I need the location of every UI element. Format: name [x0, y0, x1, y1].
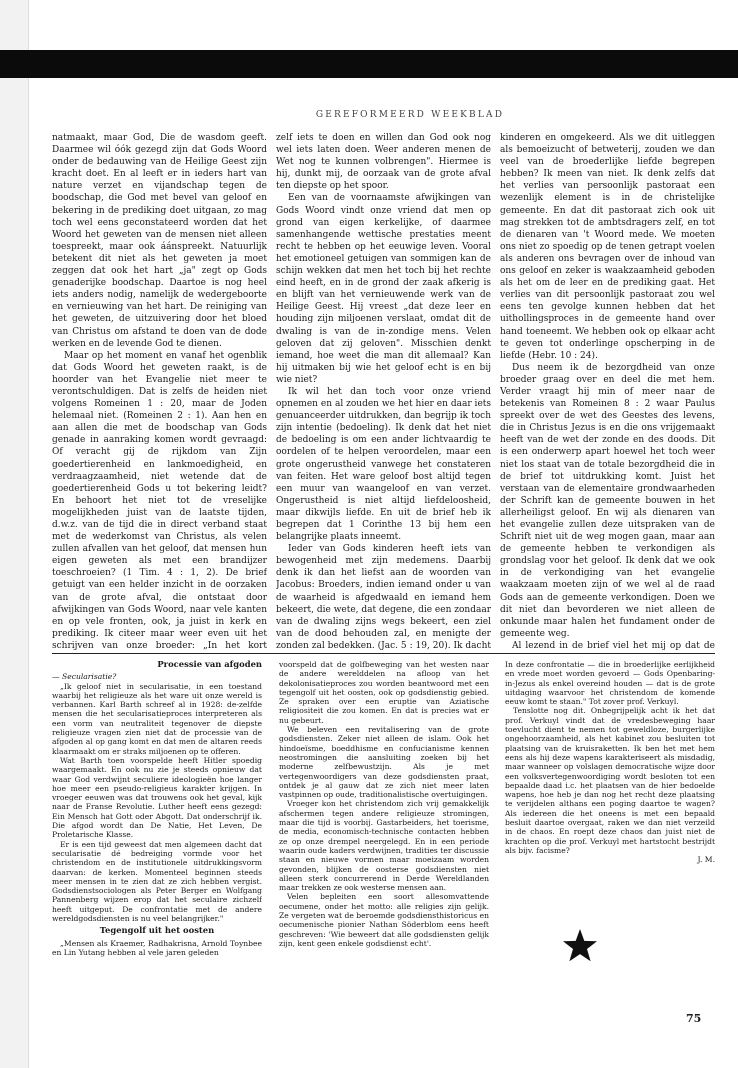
sidebar-title: Processie van afgoden — [157, 660, 262, 669]
article-column-3 — [500, 132, 715, 650]
paragraph: Ieder van Gods kinderen heeft iets van bewogenheid met zijn medemens. Daarbij denk ik dan het liefst aan de woorden van Jacobus: Broeders, indien iemand onder u van de waarheid is afgedwaald en iemand hem bekeert, die wete, dat degene, die een zondaar van de dwaling zijns wegs bekeert, een ziel van de dood behouden zal, en menigte der zonden zal bedekken. (Jac. 5 : 19, 20). Ik dacht — [276, 544, 491, 650]
paragraph: „Mensen als Kraemer, Radhakrisna, Arnold Toynbee en Lin Yutang hebben al vele jaren geleden — [52, 938, 262, 957]
paragraph: „Ik geloof niet in secularisatie, in een toestand waarbij het religieuze als het ware uit onze wereld is verbannen. Karl Barth schreef al in 1928: de-zelfde mensen die het secularisatieproces interpreteren als een vorm van neutraliteit tegenover de diepste religieuze vragen zien niet dat de processie van de afgoden al op gang komt en dat men de altaren reeds klaarmaakt om er straks miljoenen op te offeren. — [52, 681, 262, 756]
paragraph: Ik wil het dan toch voor onze vriend opnemen en al zouden we het hier en daar iets genuanceerder uitdrukken, dan begrijp ik toch zijn intentie (bedoeling). Ik denk dat het niet de bedoeling is om een ander lichtvaardig te oordelen of te helpen veroordelen, maar een grote ongerustheid vanwege het constateren van feiten. Het ware geloof bost altijd tegen een muur van waangeloof en van verzet. Ongerustheid is niet altijd liefdeloosheid, maar dikwijls liefde. En uit de brief heb ik begrepen dat 1 Corinthe 13 bij hem een belangrijke plaats inneemt. — [276, 386, 491, 543]
paragraph: Dus neem ik de bezorgdheid van onze broeder graag over en deel die met hem. Verder vraagt hij min of meer naar de betekenis van Romeinen 8 : 2 waar Paulus spreekt over de wet des Geestes des levens, die in Christus Jezus is en die ons vrijgemaakt heeft van de wet der zonde en des doods. Dit is een onderwerp apart hoewel het toch weer niet los staat van de totale bezorgdheid die in de brief tot uitdrukking komt. Juist het verstaan van de elementaire grondwaarheden der Schrift kan de gemeente bouwen in het allerheiligst geloof. En wij als dienaren van het evangelie zullen deze uitspraken van de Schrift niet uit de weg mogen gaan, maar aan de gemeente hebben te verkondigen als grondslag voor het geloof. Ik denk dat we ook in de verkondiging van het evangelie waakzaam moeten zijn of we wel al de raad Gods aan de gemeente verkondigen. Doen we dit niet dan bevorderen we niet alleen de onkunde maar halen het fundament onder de gemeente weg. — [500, 362, 715, 639]
sidebar-column-1 — [52, 660, 262, 1030]
article-column-1 — [52, 132, 267, 650]
paragraph: kinderen en omgekeerd. Als we dit uitleggen als bemoeizucht of betweterij, zouden we dan veel van de broederlijke liefde begrepen hebben? Ik meen van niet. Ik denk zelfs dat het verlies van persoonlijk pastoraat een wezenlijk element is in de christelijke gemeente. En dat dit pastoraat zich ook uit mag strekken tot de ambtsdragers zelf, en tot de dienaren van 't Woord mede. We moeten ons niet zo spoedig op de tenen getrapt voelen als anderen ons bevragen over de inhoud van ons geloof en zeker is waakzaamheid geboden als het om de leer en de prediking gaat. Het verlies van dit persoonlijk pastoraat zou wel eens ten gevolge kunnen hebben dat het uithollingsproces in de gemeente hand over hand toeneemt. We hebben ook op elkaar acht te geven tot onderlinge opscherping in de liefde (Hebr. 10 : 24). — [500, 133, 715, 361]
paragraph: Velen bepleiten een soort allesomvattende oecumene, onder het motto: alle religies zijn gelijk. Ze vergeten wat de beroemde godsdiensthistoricus en oecumenische pionier Nathan Söderblom eens heeft geschreven: 'Wie beweert dat alle godsdiensten gelijk zijn, kent geen enkele godsdienst echt'. — [279, 892, 489, 948]
paragraph: zelf iets te doen en willen dan God ook nog wel iets laten doen. Weer anderen menen de Wet nog te kunnen volbrengen". Hiermee is hij, dunkt mij, de oorzaak van de grote afval ten diepste op het spoor. — [276, 133, 491, 192]
paragraph: — Secularisatie? — [52, 672, 117, 682]
paragraph: Al lezend in de brief viel het mij op dat de — [512, 640, 715, 650]
running-header: GEREFORMEERD WEEKBLAD — [315, 110, 505, 120]
author-signature: J. M. — [697, 855, 715, 865]
page-number: 75 — [686, 1012, 702, 1025]
paragraph: Tenslotte nog dit. Onbegrijpelijk acht ik het dat prof. Verkuyl vindt dat de vredesbeweging haar toevlucht dient te nemen tot geweldloze, burgerlijke ongehoorzaamheid, als het kabinet zou besluiten tot plaatsing van de kruisraketten. Ik ben het met hem eens als hij deze wapens karakteriseert als misdadig, maar wanneer op volslagen democratische wijze door een volksvertegenwoordiging wordt besloten tot een bepaalde daad i.c. het plaatsen van de hier bedoelde wapens, hoe heb je dan nog het recht deze plaatsing te verijdelen althans een poging daartoe te wagen? Als iedereen die het oneens is met een bepaald besluit daartoe overgaat, raken we dan niet verzeild in de chaos. En roept deze chaos dan juist niet de krachten op die prof. Verkuyl met hartstocht bestrijdt als bijv. facisme? — [505, 706, 715, 855]
article-column-2 — [276, 132, 491, 650]
paragraph: Een van de voornaamste afwijkingen van Gods Woord vindt onze vriend dat men op grond van eigen kerkelijke, of daarmee samenhangende wettische prestaties meent recht te hebben op het eeuwige leven. Vooral het emotioneel getuigen van sommigen kan de schijn wekken dat men het toch bij het rechte eind heeft, en in de grond der zaak afkerig is en blijft van het vernieuwende werk van de Heilige Geest. Hij vreest „dat deze leer en houding zijn miljoenen verslaat, omdat dit de dwaling is van de in-zondige mens. Velen geloven dat zij geloven". Misschien denkt iemand, hoe weet die man dit allemaal? Kan hij uitmaken bij wie het geloof echt is en bij wie niet? — [276, 193, 491, 385]
top-black-bar — [0, 50, 738, 78]
paragraph: Maar op het moment en vanaf het ogenblik dat Gods Woord het geweten raakt, is de hoorder van het Evangelie niet meer te verontschuldigen. Dat is zelfs de heiden niet volgens Romeinen 1 : 20, maar de Joden helemaal niet. (Romeinen 2 : 1). Aan hen en aan allen die met de boodschap van Gods genade in aanraking komen wordt gevraagd: Of veracht gij de rijkdom van Zijn goedertierenheid en lankmoedigheid, en verdraagzaamheid, niet wetende dat de goedertierenheid Gods u tot bekering leidt? En behoort het niet tot de vreselijke mogelijkheden juist van de laatste tijden, d.w.z. van de tijd die in direct verband staat met de wederkomst van Christus, als velen zullen afvallen van het geloof, dat mensen hun eigen geweten als met een brandijzer toeschroeien? (1 Tim. 4 : 1, 2). De brief getuigt van een helder inzicht in de oorzaken van de grote afval, die ontstaat door afwijkingen van Gods Woord, naar vele kanten en op vele fronten, ook, ja juist in kerk en prediking. Ik citeer maar weer even uit het schrijven van onze broeder: „In het kort — [52, 350, 267, 650]
page-gutter — [0, 0, 28, 1068]
paragraph: Er is een tijd geweest dat men algemeen dacht dat secularisatie dé bedreiging vormde voor het christendom en de institutionele uitdrukkingsvorm daarvan: de kerken. Momenteel beginnen steeds meer mensen in te zien dat ze zich hebben vergist. Godsdienstsociologen als Peter Berger en Wolfgang Pannenberg wijzen erop dat het seculaire zichzelf heeft uitgeput. De confrontatie met de andere wereldgodsdiensten is nu veel belangrijker." — [52, 839, 262, 924]
paragraph: We beleven een revitalisering van de grote godsdiensten. Zeker niet alleen de islam. Ook het hindoeïsme, boeddhisme en confucianisme kennen neostromingen die aansluiting zoeken bij het moderne zelfbewustzijn. Als je met vertegenwoordigers van deze godsdiensten praat, ontdek je al gauw dat ze zich niet meer laten vastpinnen op oude, traditionalistische overtuigingen. — [279, 725, 489, 800]
gutter-edge — [28, 0, 29, 1068]
paragraph: Wat Barth toen voorspelde heeft Hitler spoedig waargemaakt. En ook nu zie je steeds opnieuw dat waar God verdwijnt seculiere ideologieën hoe langer hoe meer een pseudo-religieus karakter krijgen. In vroeger eeuwen was dat trouwens ook het geval, kijk naar de Franse Revolutie. Luther heeft eens gezegd: Ein Mensch hat Gott oder Abgott. Dat onderschrijf ik. Die afgod wordt dan De Natie, Het Leven, De Proletarische Klasse. — [52, 755, 262, 840]
paragraph: natmaakt, maar God, Die de wasdom geeft. Daarmee wil óók gezegd zijn dat Gods Woord onder de bedauwing van de Heilige Geest zijn kracht doet. En al leeft er in ieders hart van nature verzet en vijandschap tegen de boodschap, die God met bevel van geloof en bekering in de prediking doet uitgaan, zo mag toch wel eens geconstateerd worden dat het Woord het geweten van de mensen niet alleen toespreekt, maar ook áánspreekt. Natuurlijk betekent dit niet als het geweten ja moet zeggen dat ook het hart „ja" zegt op Gods genaderijke boodschap. Daartoe is nog heel iets anders nodig, namelijk de wedergeboorte en vernieuwing van het hart. De reiniging van het geweten, de uitzuivering door het bloed van Christus om afstand te doen van de dode werken en de levende God te dienen. — [52, 133, 267, 349]
paragraph: voorspeld dat de golfbeweging van het westen naar de andere werelddelen na afloop van het dekolonisatieproces zou worden beantwoord met een tegengolf uit het oosten, ook op godsdienstig gebied. Ze spraken over een eruptie van Aziatische religiositeit die zou komen. En dat is precies wat er nu gebeurt. — [279, 660, 489, 725]
paragraph: Vroeger kon het christendom zich vrij gemakkelijk afschermen tegen andere religieuze stromingen, maar die tijd is voorbij. Gastarbeiders, het toerisme, de media, economisch-technische contacten hebben ze op onze drempel neergelegd. En in een periode waarin oude kaders verdwijnen, tradities ter discussie staan en nieuwe vormen maar moeizaam worden gevonden, blijken de oosterse godsdiensten niet alleen sterk concurrerend in Derde Wereldlanden maar trekken ze ook westerse mensen aan. — [279, 799, 489, 893]
sidebar-column-2 — [279, 660, 489, 1030]
star-icon — [562, 928, 598, 964]
sidebar-subtitle: Tegengolf uit het oosten — [99, 925, 215, 936]
sidebar-column-3 — [505, 660, 715, 1030]
paragraph: In deze confrontatie — die in broederlijke eerlijkheid en vrede moet worden gevoerd — Gods Openbaring-in-Jezus als enkel overeind houden — dat is de grote uitdaging waarvoor het christendom de komende eeuw komt te staan." Tot zover prof. Verkuyl. — [505, 660, 715, 707]
section-divider — [52, 653, 715, 654]
